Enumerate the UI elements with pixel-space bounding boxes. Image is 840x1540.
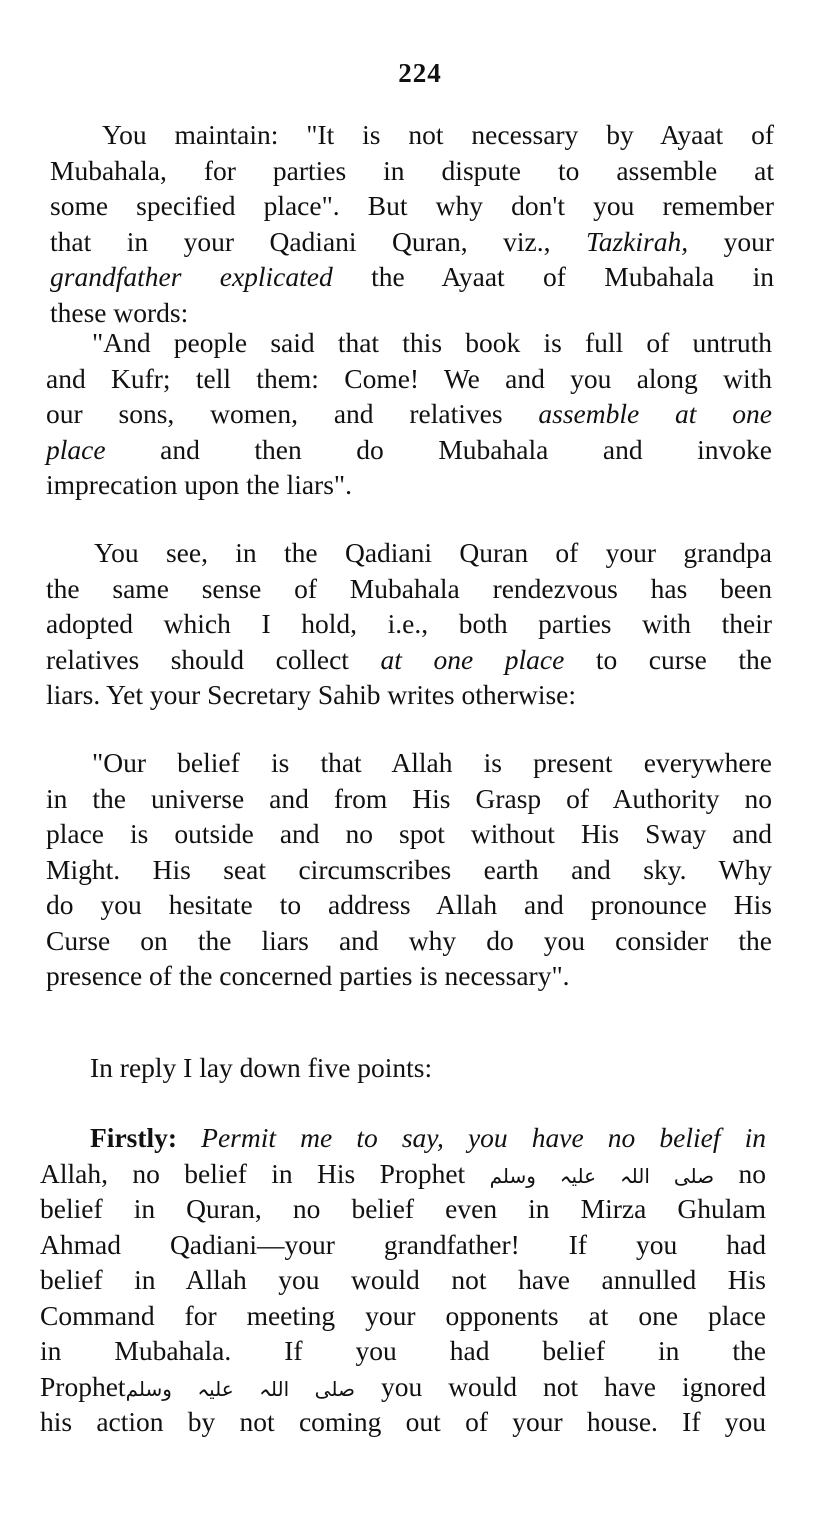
text-line: do you hesitate to address Allah and pronounce His (46, 889, 772, 920)
text-line: "And people said that this book is full of untruth (92, 327, 772, 358)
text-line: Ahmad Qadiani—your grandfather! If you had (40, 1228, 766, 1260)
text-line: You maintain: "It is not necessary by Ayaat of (102, 119, 774, 150)
text-line: belief in Quran, no belief even in Mirza Ghulam (40, 1193, 766, 1224)
text-line: these words: (50, 296, 189, 328)
text-line: our sons, women, and relatives assemble at one (46, 398, 772, 429)
text-line: In reply I lay down five points: (90, 1052, 433, 1083)
text-line: You see, in the Qadiani Quran of your grandpa (94, 537, 772, 568)
emphasis-text: Permit me to say, you have no belief in (177, 1122, 766, 1153)
text-line: presence of the concerned parties is necessary". (46, 960, 570, 991)
text-line: Curse on the liars and why do you consider the (46, 924, 772, 956)
paragraph-2 (46, 325, 772, 503)
text-line: relatives should collect at one place to curse the (46, 643, 772, 675)
text-line: liars. Yet your Secretary Sahib writes otherwise: (46, 679, 577, 710)
text-line: imprecation upon the liars". (46, 469, 353, 500)
paragraph-1 (50, 117, 774, 330)
text-line: Prophetصلی اللہ علیہ وسلم you would not have ignored (40, 1370, 766, 1402)
text-line: Might. His seat circumscribes earth and sky. Why (46, 853, 772, 885)
text-line: belief in Allah you would not have annulled His (40, 1264, 766, 1295)
paragraph-6 (40, 1120, 766, 1440)
text-line: grandfather explicated the Ayaat of Mubahala in (50, 261, 774, 292)
paragraph-4 (46, 745, 772, 994)
text-line: the same sense of Mubahala rendezvous has been (46, 572, 772, 604)
text-line: adopted which I hold, i.e., both parties with their (46, 608, 772, 639)
emphasis-text: at one place (380, 643, 565, 675)
text-line: some specified place". But why don't you remember (50, 190, 774, 221)
text-line (40, 1120, 766, 1156)
emphasis-text: grandfather explicated (50, 261, 333, 292)
text-line: place is outside and no spot without His Sway and (46, 818, 772, 849)
text-line: in Mubahala. If you had belief in the (40, 1335, 766, 1366)
paragraph-5 (90, 1050, 772, 1086)
text-line: place and then do Mubahala and invoke (46, 433, 772, 465)
text-line: Command for meeting your opponents at one place (40, 1299, 766, 1331)
heading-firstly: Firstly: (90, 1122, 178, 1153)
paragraph-3 (46, 535, 772, 713)
arabic-salutation: صلی اللہ علیہ وسلم (125, 1376, 355, 1401)
text-line: that in your Qadiani Quran, viz., Tazkirah, your (50, 225, 774, 257)
text-line: Mubahala, for parties in dispute to assemble at (50, 154, 774, 186)
text-line: "Our belief is that Allah is present everywhere (92, 747, 772, 778)
page-number: 224 (398, 58, 442, 88)
arabic-salutation: صلی اللہ علیہ وسلم (489, 1163, 715, 1188)
text-line: in the universe and from His Grasp of Authority no (46, 782, 772, 814)
book-title-tazkirah: Tazkirah, (585, 225, 689, 257)
text-line: and Kufr; tell them: Come! We and you along with (46, 362, 772, 394)
text-line: Allah, no belief in His Prophet صلی اللہ علیہ وسلم no (40, 1157, 766, 1189)
emphasis-text: place (46, 433, 106, 465)
text-line: his action by not coming out of your house. If you (40, 1406, 766, 1437)
emphasis-text: assemble at one (538, 398, 772, 429)
